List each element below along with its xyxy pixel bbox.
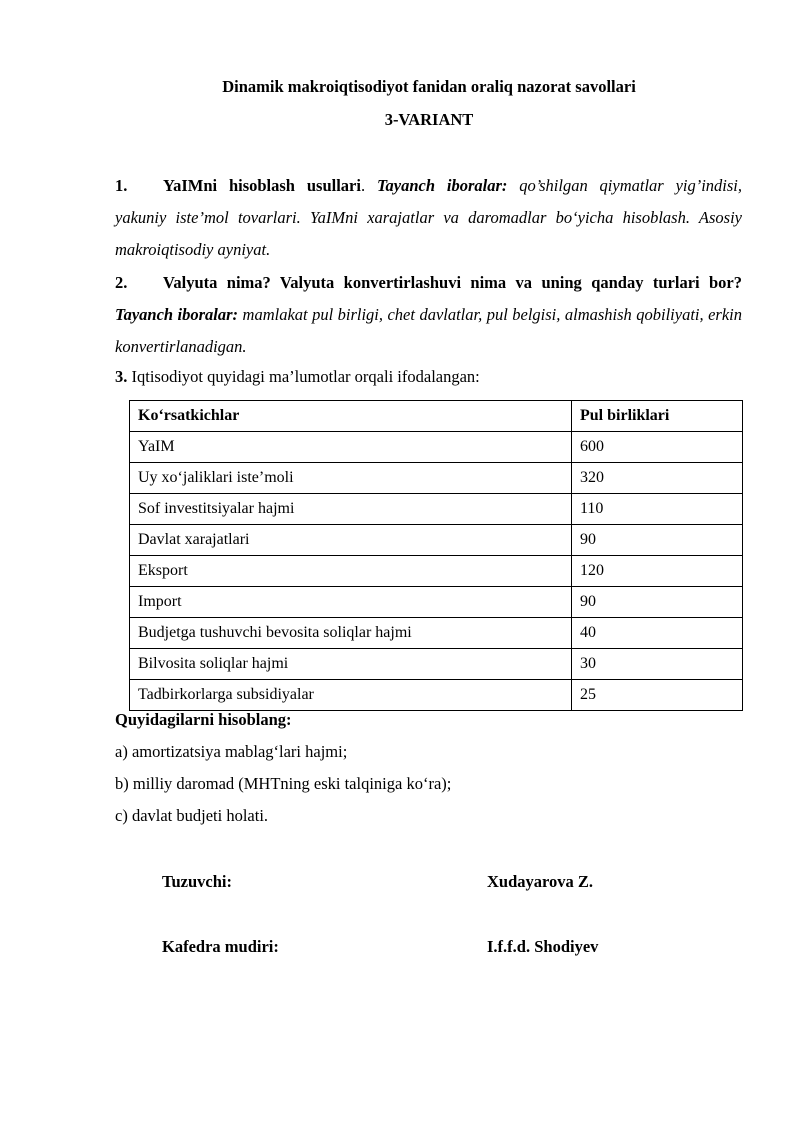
task-item-c: c) davlat budjeti holati. bbox=[115, 806, 269, 825]
tasks-heading: Quyidagilarni hisoblang: bbox=[115, 710, 292, 729]
question-1-number: 1. bbox=[115, 176, 128, 195]
table-cell-value: 25 bbox=[572, 680, 743, 711]
table-header-indicators: Ko‘rsatkichlar bbox=[130, 401, 572, 432]
table-cell-value: 30 bbox=[572, 649, 743, 680]
table-cell-label: Eksport bbox=[130, 556, 572, 587]
table-cell-label: Bilvosita soliqlar hajmi bbox=[130, 649, 572, 680]
table-cell-label: Uy xo‘jaliklari iste’moli bbox=[130, 463, 572, 494]
table-row bbox=[130, 494, 743, 525]
table-cell-value: 120 bbox=[572, 556, 743, 587]
head-label: Kafedra mudiri: bbox=[162, 937, 279, 956]
head-name: I.f.f.d. Shodiyev bbox=[487, 937, 599, 956]
table-row bbox=[130, 649, 743, 680]
question-2-text: Valyuta nima? Valyuta konvertirlashuvi nima va uning qanday turlari bor? bbox=[163, 273, 742, 292]
question-3 bbox=[115, 367, 480, 387]
table-cell-label: Tadbirkorlarga subsidiyalar bbox=[130, 680, 572, 711]
task-item-a: a) amortizatsiya mablag‘lari hajmi; bbox=[115, 742, 348, 761]
question-1-text: YaIMni hisoblash usullari bbox=[163, 176, 361, 195]
table-cell-label: Import bbox=[130, 587, 572, 618]
table-cell-value: 90 bbox=[572, 587, 743, 618]
table-cell-label: Sof investitsiyalar hajmi bbox=[130, 494, 572, 525]
table-row bbox=[130, 556, 743, 587]
question-2-number: 2. bbox=[115, 273, 128, 292]
table-cell-value: 110 bbox=[572, 494, 743, 525]
table-row bbox=[130, 618, 743, 649]
question-1-keywords: qo’shilgan qiymatlar yig’indisi, yakuniy iste’mol tovarlari. YaIMni xarajatlar va daromadlar bo‘yicha hisoblash. Asosiy makroiqtisodiy ayniyat. bbox=[115, 176, 743, 259]
variant-label: 3-VARIANT bbox=[384, 110, 474, 129]
table-row bbox=[130, 525, 743, 556]
table-cell-value: 320 bbox=[572, 463, 743, 494]
table-row bbox=[130, 432, 743, 463]
question-2-keywords-label: Tayanch iboralar: bbox=[115, 305, 239, 324]
question-1-period: . bbox=[360, 176, 366, 195]
table-row bbox=[130, 463, 743, 494]
table-cell-value: 600 bbox=[572, 432, 743, 463]
table-cell-label: Budjetga tushuvchi bevosita soliqlar hajmi bbox=[130, 618, 572, 649]
table-cell-value: 40 bbox=[572, 618, 743, 649]
author-name: Xudayarova Z. bbox=[487, 872, 594, 891]
table-header-row bbox=[130, 401, 743, 432]
table-cell-value: 90 bbox=[572, 525, 743, 556]
question-3-text: Iqtisodiyot quyidagi ma’lumotlar orqali ifodalangan: bbox=[131, 367, 480, 386]
table-cell-label: Davlat xarajatlari bbox=[130, 525, 572, 556]
question-2-keywords: mamlakat pul birligi, chet davlatlar, pul belgisi, almashish qobiliyati, erkin konvertirlanadigan. bbox=[115, 305, 742, 356]
table-row bbox=[130, 587, 743, 618]
author-label: Tuzuvchi: bbox=[162, 872, 232, 891]
table-row bbox=[130, 680, 743, 711]
table-header-units: Pul birliklari bbox=[572, 401, 743, 432]
indicators-table bbox=[129, 400, 743, 711]
question-2 bbox=[115, 267, 742, 363]
question-1 bbox=[115, 170, 742, 266]
document-title: Dinamik makroiqtisodiyot fanidan oraliq nazorat savollari bbox=[222, 77, 636, 96]
table-cell-label: YaIM bbox=[130, 432, 572, 463]
task-item-b: b) milliy daromad (MHTning eski talqiniga ko‘ra); bbox=[115, 774, 452, 793]
question-1-keywords-label: Tayanch iboralar: bbox=[376, 176, 508, 195]
question-3-number: 3. bbox=[115, 367, 128, 386]
